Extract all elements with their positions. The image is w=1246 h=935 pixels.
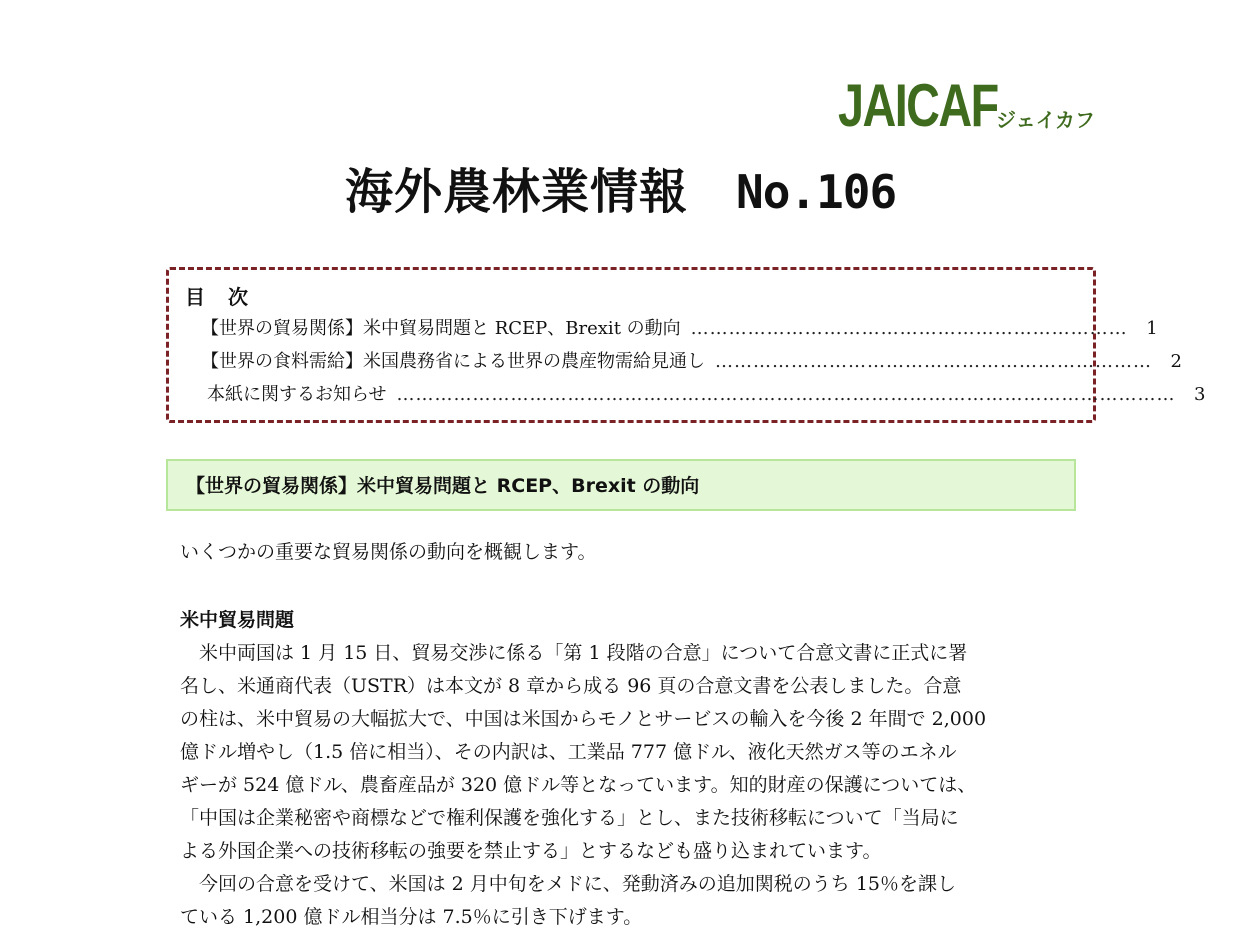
issue-number: No.106 [736,165,897,219]
toc-entry-trade[interactable] [201,314,1158,344]
body-line: 億ドル増やし（1.5 倍に相当）、その内訳は、工業品 777 億ドル、液化天然ガス等のエネル [180,741,957,763]
section-intro: いくつかの重要な貿易関係の動向を概観します。 [180,541,597,563]
toc-entry-label: 【世界の貿易関係】米中貿易問題と RCEP、Brexit の動向 [201,318,681,339]
title-japanese: 海外農林業情報 [345,164,689,220]
body-line: 今回の合意を受けて、米国は 2 月中旬をメドに、発動済みの追加関税のうち 15％を課し [199,873,957,895]
body-line: 「中国は企業秘密や商標などで権利保護を強化する」とし、また技術移転について「当局に [180,807,959,829]
body-line: 米中両国は 1 月 15 日、貿易交渉に係る「第 1 段階の合意」について合意文書に正式に署 [199,642,968,664]
toc-leader-dots: …………………………………………………………… [690,318,1128,339]
toc-entry-food-supply[interactable] [201,347,1182,377]
logo-sub-text: ジェイカフ [996,108,1095,132]
logo-main-text: JAICAF [838,72,998,139]
jaicaf-logo [838,66,1095,139]
body-line: の柱は、米中貿易の大幅拡大で、中国は米国からモノとサービスの輸入を今後 2 年間で 2,000 [180,708,987,730]
section-header-bar [166,459,1076,511]
toc-entry-label: 【世界の食料需給】米国農務省による世界の農産物需給見通し [201,351,705,372]
toc-heading: 目 次 [185,285,256,309]
body-text [180,637,1072,934]
table-of-contents [166,267,1206,423]
toc-page-number: 3 [1194,384,1206,405]
toc-leader-dots: …………………………………………………………… [715,351,1152,372]
body-line: よる外国企業への技術移転の強要を禁止する」とするなども盛り込まれています。 [180,840,882,862]
toc-page-number: 2 [1170,351,1182,372]
body-line: ている 1,200 億ドル相当分は 7.5％に引き下げます。 [180,906,643,928]
toc-page-number: 1 [1146,318,1158,339]
toc-entry-label: 本紙に関するお知らせ [207,384,387,405]
body-line: ギーが 524 億ドル、農畜産品が 320 億ドル等となっています。知的財産の保護については、 [180,774,977,796]
page-title [345,160,945,224]
body-line: 名し、米通商代表（USTR）は本文が 8 章から成る 96 頁の合意文書を公表しました。合意 [180,675,962,697]
toc-entry-notice[interactable] [207,380,1206,410]
section-header-text: 【世界の貿易関係】米中貿易問題と RCEP、Brexit の動向 [186,475,700,497]
toc-leader-dots: …………………………………………………………………………………………………………… [396,384,1176,405]
subsection-heading: 米中貿易問題 [180,609,295,631]
